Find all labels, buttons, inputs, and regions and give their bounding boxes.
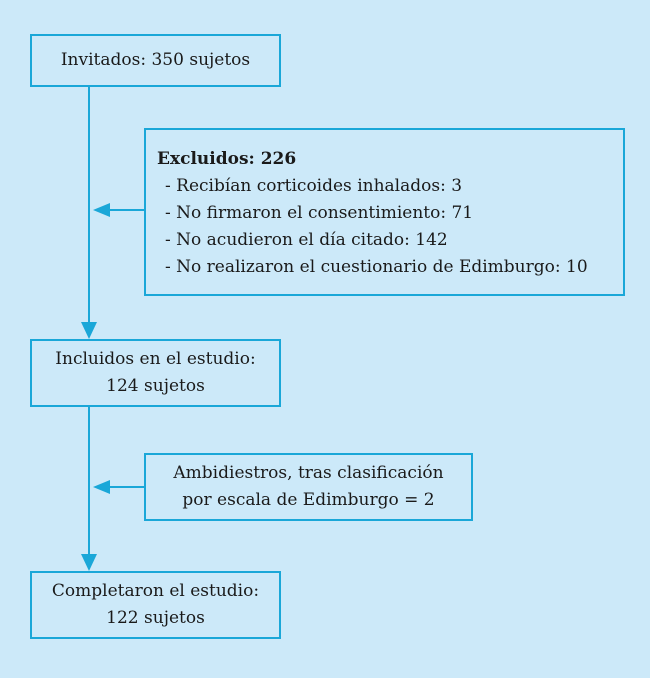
excluded-item: - No acudieron el día citado: 142 [165, 230, 448, 250]
excluded-title: Excluidos: 226 [157, 149, 297, 169]
included-box [30, 339, 281, 407]
arrowhead-ambi-branch [93, 480, 110, 494]
completed-count: 122 sujetos [106, 608, 205, 628]
ambidextrous-count: por escala de Edimburgo = 2 [182, 490, 435, 510]
arrowhead-to-included [81, 322, 97, 339]
invited-text: Invitados: 350 sujetos [60, 50, 251, 70]
excluded-item: - No firmaron el consentimiento: 71 [165, 203, 474, 223]
completed-label: Completaron el estudio: [51, 581, 260, 601]
excluded-box [144, 128, 625, 296]
included-count: 124 sujetos [106, 376, 205, 396]
excluded-item: - Recibían corticoides inhalados: 3 [165, 176, 463, 196]
arrowhead-to-completed [81, 554, 97, 571]
invited-box [30, 34, 281, 87]
ambidextrous-label: Ambidiestros, tras clasificación [173, 463, 444, 483]
completed-box [30, 571, 281, 639]
ambidextrous-box [144, 453, 473, 521]
included-label: Incluidos en el estudio: [55, 349, 256, 369]
arrowhead-excluded-branch [93, 203, 110, 217]
excluded-item: - No realizaron el cuestionario de Edimburgo: 10 [165, 257, 588, 277]
